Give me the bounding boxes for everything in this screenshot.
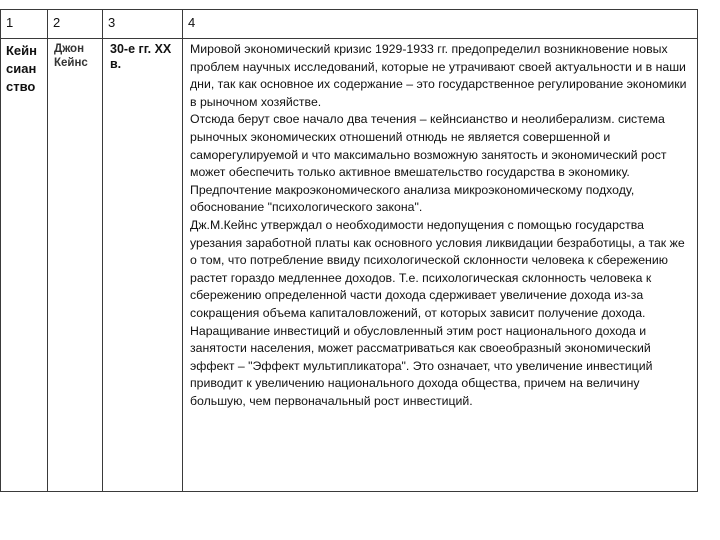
period-text: 30-е гг. XX в.: [110, 42, 172, 71]
header-row: [1, 10, 698, 39]
paragraph-keynes-wages: Дж.М.Кейнс утверждал о необходимости недопущения с помощью государства урезания заработной платы как основного условия ликвидации безработицы, а так же о том, что потребление ввиду психологической склонности человека к сбережению растет гораздо медленнее доходов. Т.е. психологическая склонность человека к сбережению определенной части дохода сдерживает увеличение дохода из-за сокращения объема капиталовложений, от которых зависит получение дохода.: [190, 217, 685, 320]
header-label-2: 2: [53, 15, 61, 30]
author-cell: [48, 39, 103, 492]
header-label-4: 4: [188, 15, 196, 30]
header-cell-3: [103, 10, 183, 39]
period-cell: [103, 39, 183, 492]
paragraph-two-currents: Отсюда берут свое начало два течения – кейнсианство и неолиберализм. система рыночных экономических отношений отнюдь не является совершенной и саморегулируемой и что максимально возможную занятость и экономический рост может обеспечить только активное вмешательство государства в экономику.: [190, 112, 667, 180]
header-cell-1: [1, 10, 48, 39]
author-text: Джон Кейнс: [54, 43, 88, 69]
paragraph-multiplier: Наращивание инвестиций и обусловленный этим рост национального дохода и занятости населения, может рассматриваться как своеобразный экономический эффект – "Эффект мультипликатора". Это означает, что увеличение инвестиций приводит к увеличению национального дохода общества, причем на величину большую, чем первоначальный рост инвестиций.: [190, 323, 653, 408]
keynesianism-table: [0, 9, 698, 492]
term-text: Кейн сиан ство: [6, 43, 38, 94]
table-row: [1, 39, 698, 492]
header-cell-4: [183, 10, 698, 39]
term-cell: [1, 39, 48, 492]
content-cell: [183, 39, 698, 492]
header-label-3: 3: [108, 15, 116, 30]
paragraph-crisis: Мировой экономический кризис 1929-1933 гг. предопределил возникновение новых проблем научных исследований, которые не утрачивают своей актуальности и в наши дни, так как основное их содержание – это государственное регулирование экономики в рыночном хозяйстве.: [190, 42, 687, 109]
paragraph-macro-analysis: Предпочтение макроэкономического анализа микроэкономическому подходу, обоснование "психологического закона".: [190, 182, 635, 215]
content-text: [183, 39, 697, 410]
header-cell-2: [48, 10, 103, 39]
header-label-1: 1: [6, 15, 14, 30]
